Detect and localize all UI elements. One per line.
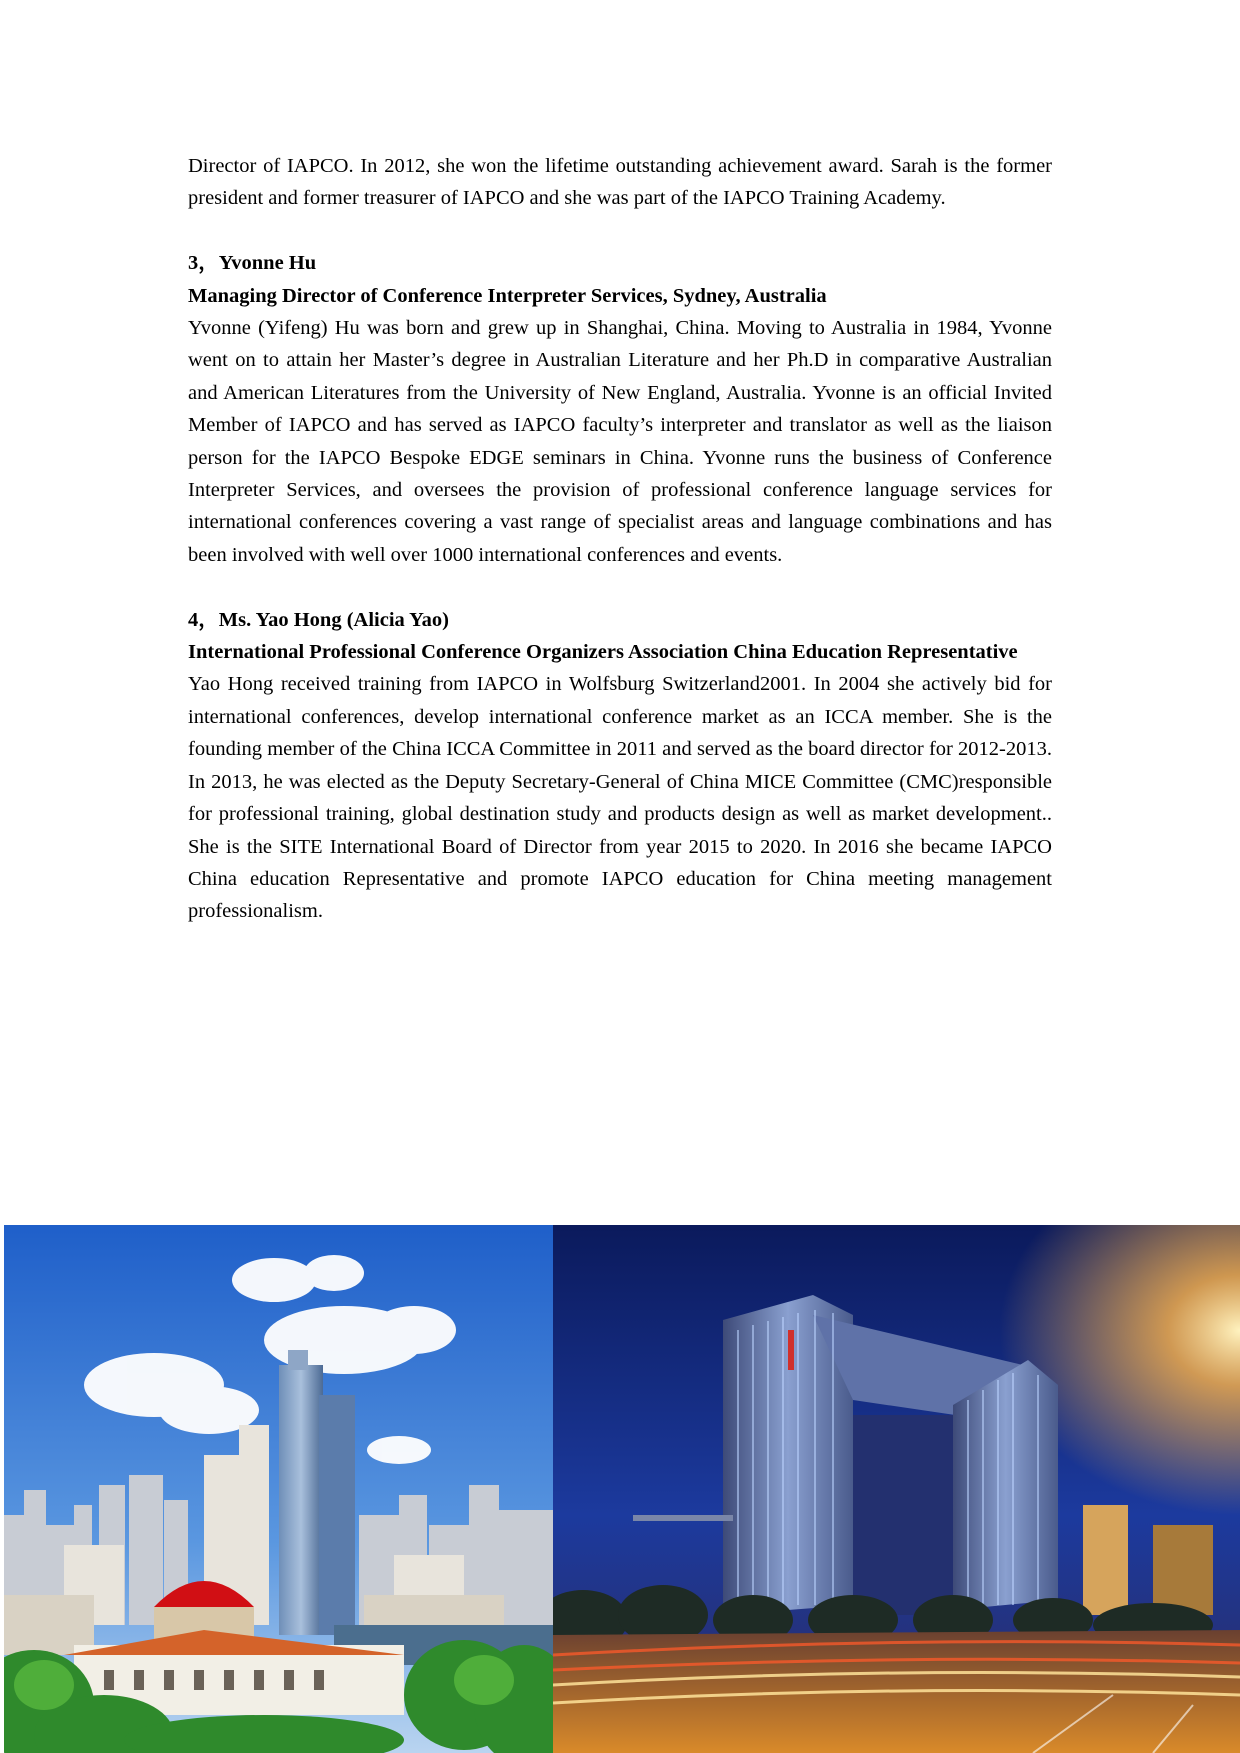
section-4-body: Yao Hong received training from IAPCO in Wolfsburg Switzerland2001. In 2004 she actively bid for international conferences, develop international conference market as an ICCA member. She is the founding member of the China ICCA Committee in 2011 and served as the board director for 2012-2013. In 2013, he was elected as the Deputy Secretary-General of China MICE Committee (CMC)responsible for professional training, global destination study and products design as well as market development.. She is the SITE International Board of Director from year 2015 to 2020. In 2016 she became IAPCO China education Representative and promote IAPCO education for China meeting management professionalism. — [188, 673, 1052, 923]
document-body — [188, 150, 1052, 928]
section-4-heading: 4，Ms. Yao Hong (Alicia Yao) — [188, 608, 449, 631]
section-3-subheading: Managing Director of Conference Interpreter Services, Sydney, Australia — [188, 284, 827, 307]
conference-building-photo — [553, 1225, 1240, 1753]
section-3-body: Yvonne (Yifeng) Hu was born and grew up in Shanghai, China. Moving to Australia in 1984, Yvonne went on to attain her Master’s degree in Australian Literature and her Ph.D in comparative Australian and American Literatures from the University of New England, Australia. Yvonne is an official Invited Member of IAPCO and has served as IAPCO faculty’s interpreter and translator as well as the liaison person for the IAPCO Bespoke EDGE seminars in China. Yvonne runs the business of Conference Interpreter Services, and oversees the provision of professional conference language services for international conferences covering a vast range of specialist areas and language combinations and has been involved with well over 1000 international conferences and events. — [188, 317, 1052, 566]
photo-strip — [4, 1225, 1240, 1753]
city-skyline-photo — [4, 1225, 553, 1753]
intro-paragraph: Director of IAPCO. In 2012, she won the lifetime outstanding achievement award. Sarah is the former president and former treasurer of IAPCO and she was part of the IAPCO Training Academy. — [188, 155, 1052, 210]
section-4-subheading: International Professional Conference Organizers Association China Education Representative — [188, 641, 1018, 664]
section-3-heading: 3，Yvonne Hu — [188, 252, 317, 275]
